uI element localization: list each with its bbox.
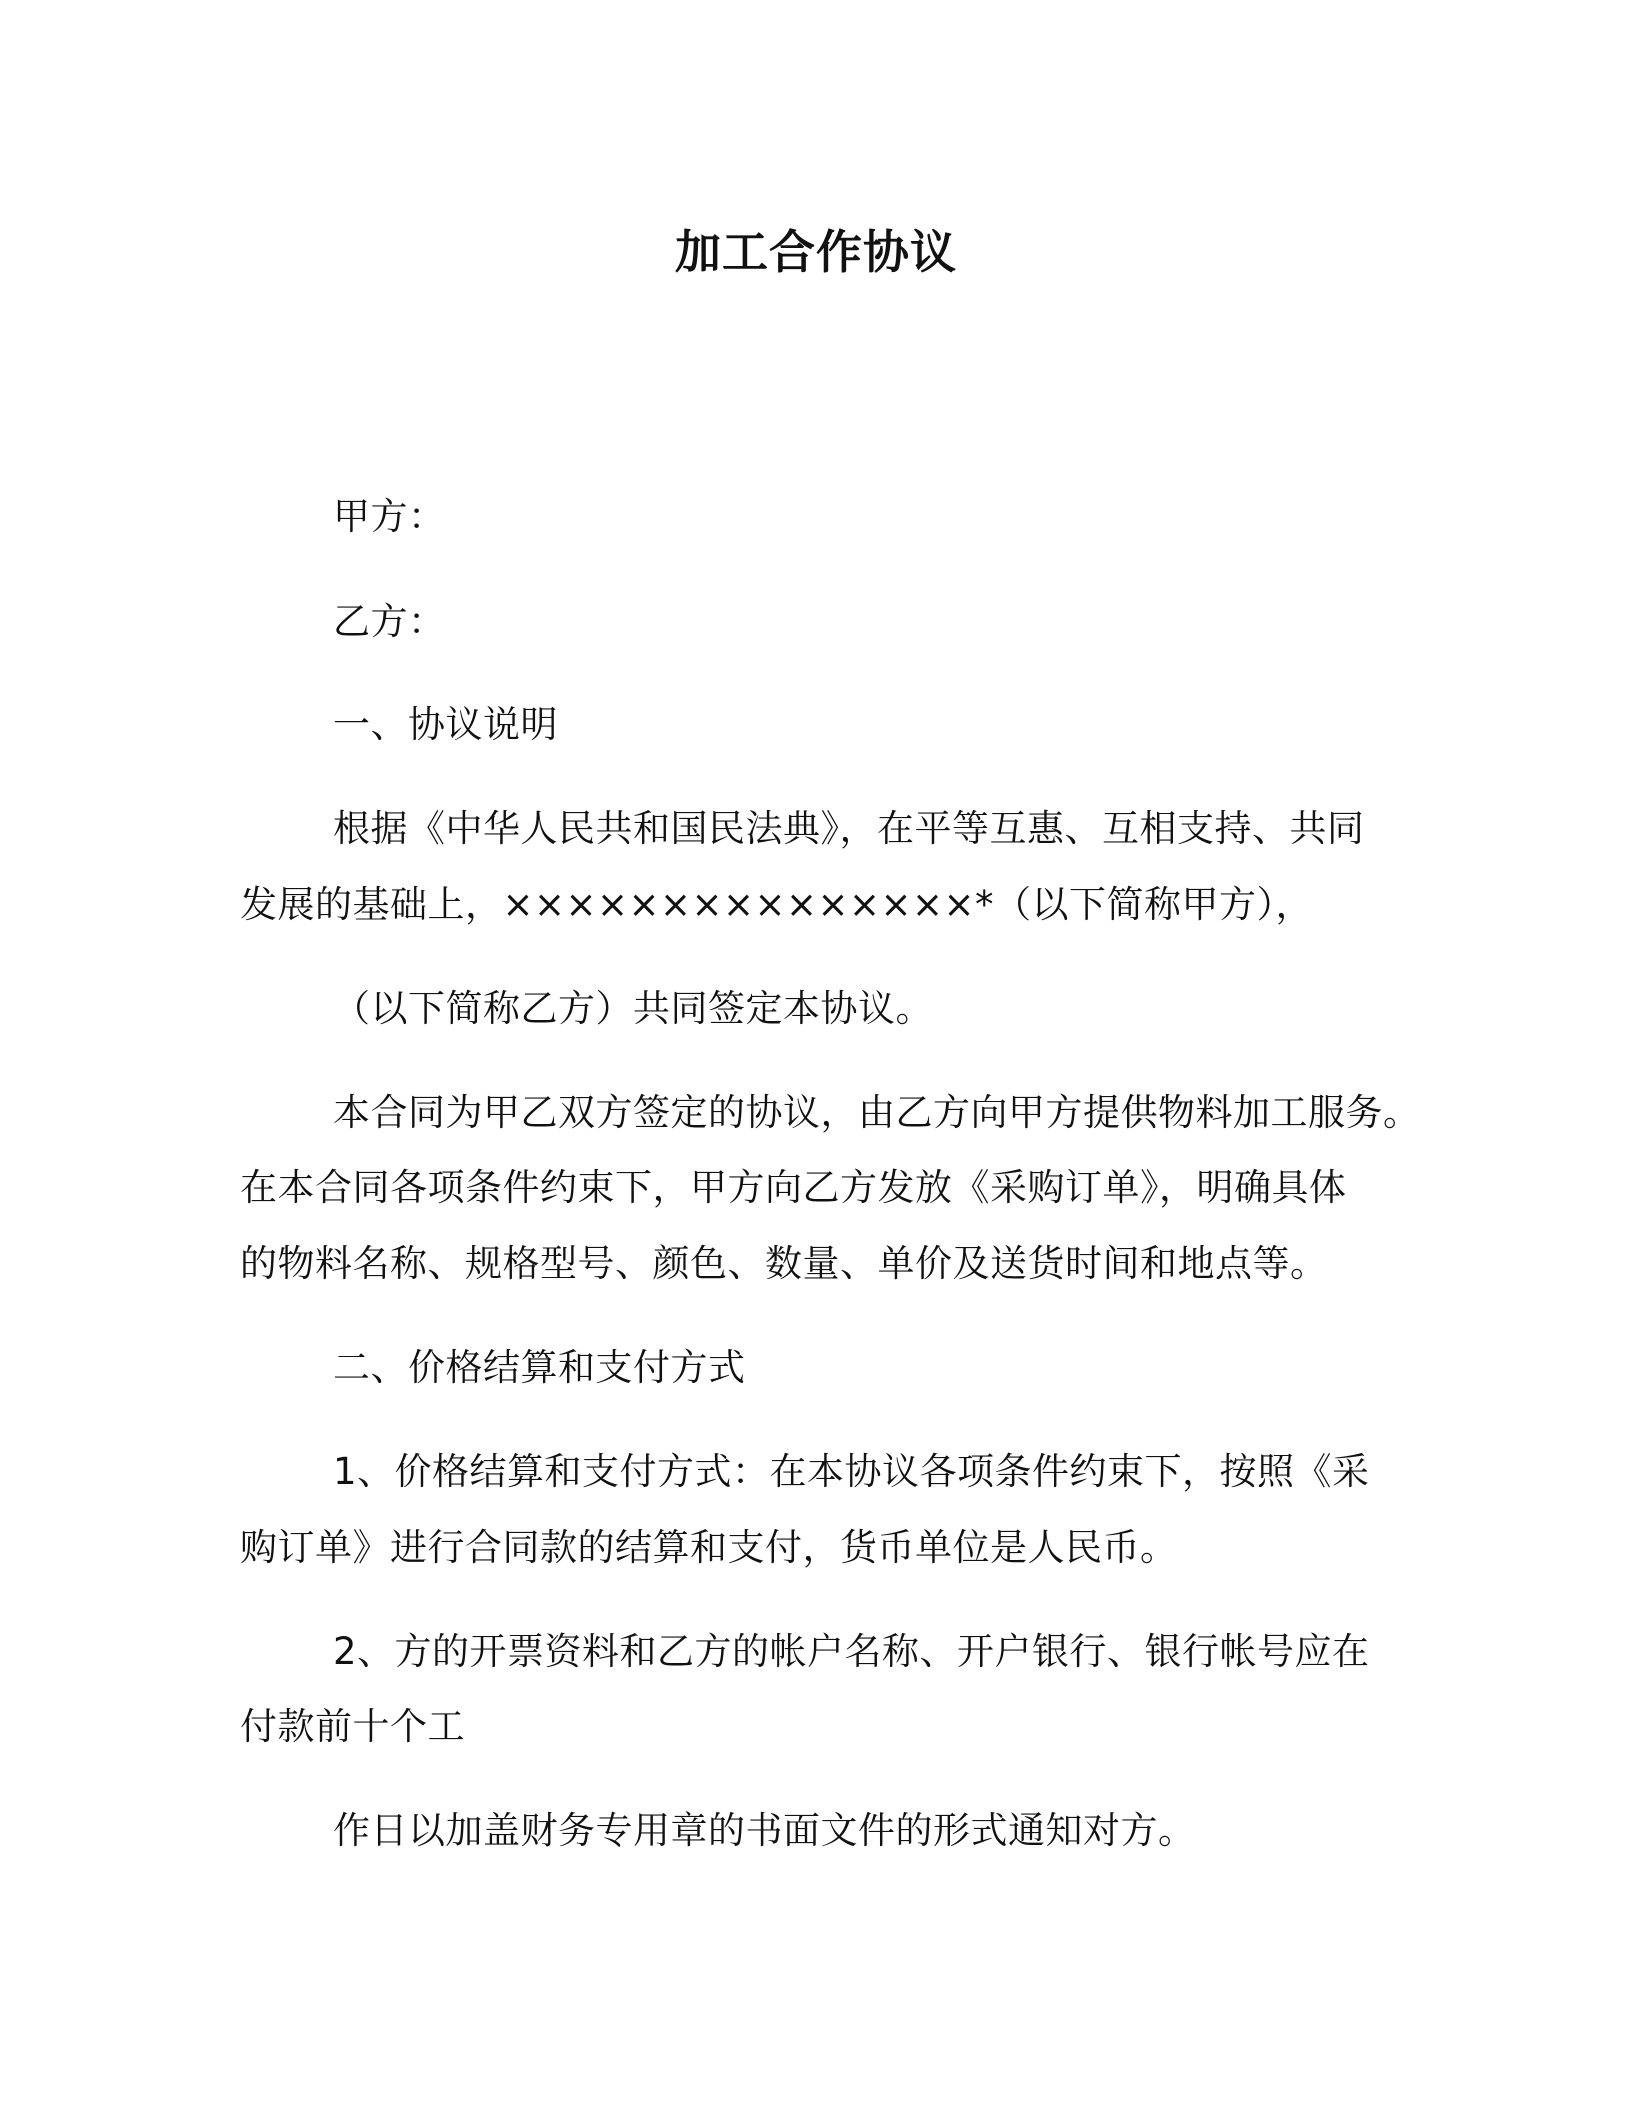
party-b-label: 乙方： <box>333 600 446 643</box>
section2-item1-line2: 购订单》进行合同款的结算和支付，货币单位是人民币。 <box>240 1526 1178 1569</box>
section1-paragraph1-line2: 发展的基础上，×××××××××××××××*（以下简称甲方）， <box>240 883 1314 926</box>
document-title: 加工合作协议 <box>675 225 957 279</box>
section2-heading: 二、价格结算和支付方式 <box>333 1346 746 1389</box>
section1-heading: 一、协议说明 <box>333 703 558 746</box>
party-a-label: 甲方： <box>333 495 446 538</box>
section1-paragraph2-line2: 在本合同各项条件约束下，甲方向乙方发放《采购订单》，明确具体 <box>240 1166 1347 1209</box>
section1-paragraph1-line1: 根据《中华人民共和国民法典》，在平等互惠、互相支持、共同 <box>333 807 1365 850</box>
section1-paragraph2-line3: 的物料名称、规格型号、颜色、数量、单价及送货时间和地点等。 <box>240 1242 1328 1285</box>
section1-paragraph2-line1: 本合同为甲乙双方签定的协议，由乙方向甲方提供物料加工服务。 <box>333 1091 1421 1134</box>
section2-item1-line1: 1、价格结算和支付方式：在本协议各项条件约束下，按照《采 <box>333 1450 1370 1493</box>
section2-item2-line3: 作日以加盖财务专用章的书面文件的形式通知对方。 <box>333 1809 1196 1852</box>
section1-paragraph1-line3: （以下简称乙方）共同签定本协议。 <box>333 987 933 1030</box>
section2-item2-line2: 付款前十个工 <box>240 1705 465 1748</box>
section2-item2-line1: 2、方的开票资料和乙方的帐户名称、开户银行、银行帐号应在 <box>333 1630 1370 1673</box>
